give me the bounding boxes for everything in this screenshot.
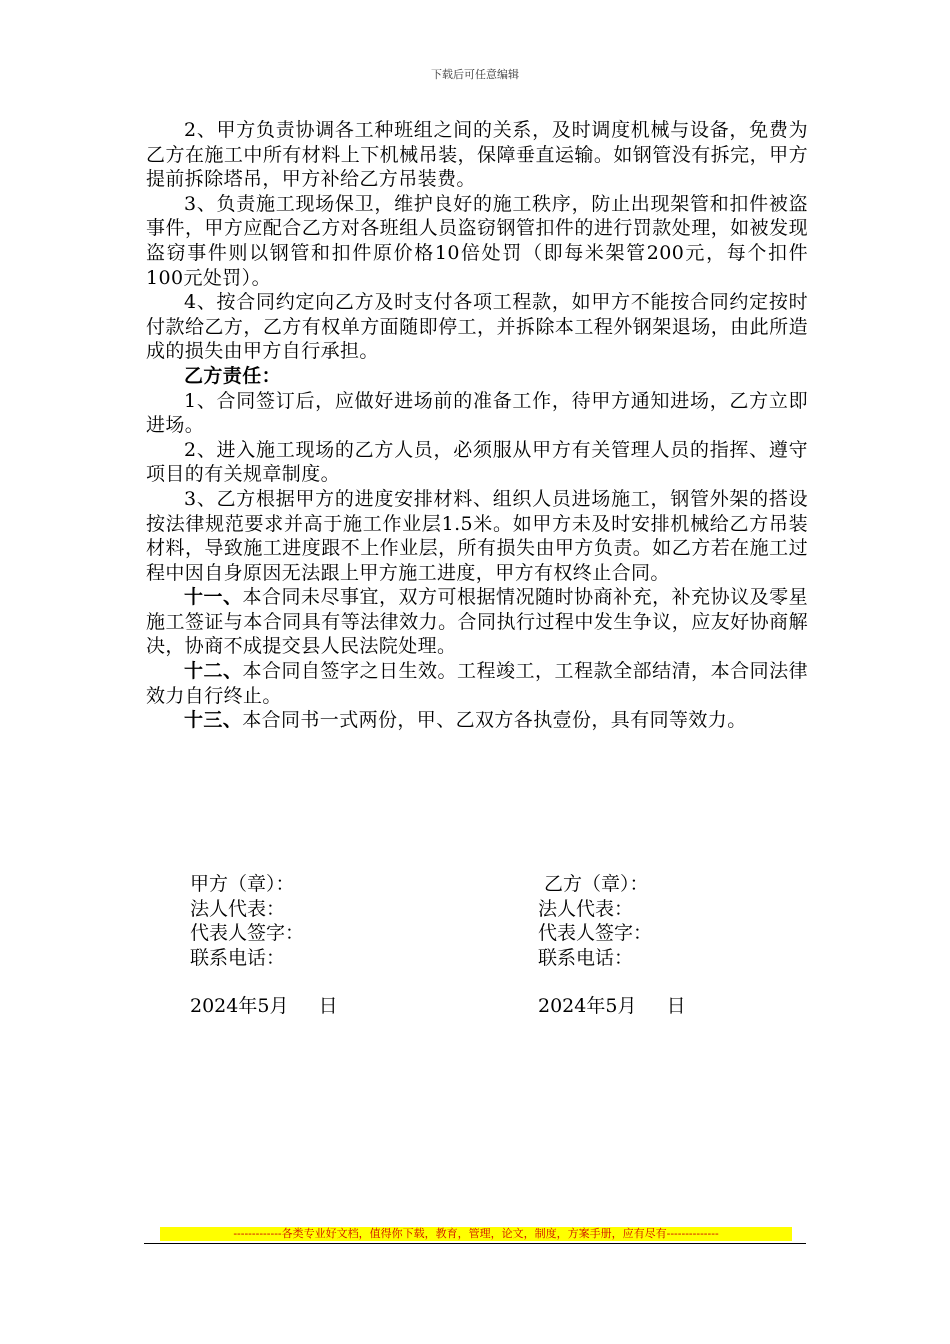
party-b-seal-label: 乙方（章）： [538, 873, 649, 895]
article-11-text: 本合同未尽事宜，双方可根据情况随时协商补充，补充协议及零星施工签证与本合同具有等法律效力。合同执行过程中发生争议，应友好协商解决，协商不成提交县人民法院处理。 [146, 586, 808, 658]
party-b-signature-block [538, 872, 686, 1019]
party-b-rep-sign-label: 代表人签字： [538, 922, 653, 945]
clause-party-a-2: 2、甲方负责协调各工种班组之间的关系，及时调度机械与设备，免费为乙方在施工中所有材料上下机械吊装，保障垂直运输。如钢管没有拆完，甲方提前拆除塔吊，甲方补给乙方吊装费。 [146, 119, 808, 191]
clause-party-b-1: 1、合同签订后，应做好进场前的准备工作，待甲方通知进场，乙方立即进场。 [146, 389, 808, 437]
article-13-number: 十三、 [184, 709, 243, 732]
footer-divider [144, 1243, 806, 1244]
party-b-legal-rep-label: 法人代表： [538, 897, 634, 920]
article-12-number: 十二、 [184, 660, 243, 683]
party-b-date: 2024年5月 日 [538, 995, 686, 1018]
article-12 [146, 659, 808, 708]
party-b-phone-label: 联系电话： [538, 946, 634, 969]
party-a-seal-label: 甲方（章）： [190, 873, 295, 895]
article-11-number: 十一、 [184, 586, 243, 609]
clause-party-b-3: 3、乙方根据甲方的进度安排材料、组织人员进场施工，钢管外架的搭设按法律规范要求并高于施工作业层1.5米。如甲方未及时安排机械给乙方吊装材料，导致施工进度跟不上作业层，所有损失由甲方负责。如乙方若在施工过程中因自身原因无法跟上甲方施工进度，甲方有权终止合同。 [146, 487, 808, 584]
article-13 [146, 708, 808, 733]
party-a-rep-sign-label: 代表人签字： [190, 922, 305, 945]
article-11 [146, 585, 808, 659]
article-12-text: 本合同自签字之日生效。工程竣工，工程款全部结清，本合同法律效力自行终止。 [146, 660, 808, 707]
article-13-text: 本合同书一式两份，甲、乙双方各执壹份，具有同等效力。 [242, 709, 747, 732]
party-a-phone-label: 联系电话： [190, 946, 286, 969]
party-a-date: 2024年5月 日 [190, 995, 338, 1018]
contract-body [146, 118, 808, 733]
clause-party-a-3: 3、负责施工现场保卫，维护良好的施工秩序，防止出现架管和扣件被盗事件，甲方应配合乙方对各班组人员盗窃钢管扣件的进行罚款处理，如被发现盗窃事件则以钢管和扣件原价格10倍处罚（即每米架管200元，每个扣件100元处罚）。 [146, 192, 808, 289]
party-b-responsibilities-heading: 乙方责任： [184, 364, 282, 387]
party-a-signature-block [190, 872, 338, 1019]
clause-party-b-2: 2、进入施工现场的乙方人员，必须服从甲方有关管理人员的指挥、遵守项目的有关规章制度。 [146, 438, 808, 486]
clause-party-a-4: 4、按合同约定向乙方及时支付各项工程款，如甲方不能按合同约定按时付款给乙方，乙方有权单方面随即停工，并拆除本工程外钢架退场，由此所造成的损失由甲方自行承担。 [146, 291, 808, 363]
page-header: 下载后可任意编辑 [431, 68, 519, 81]
footer-banner: -------------各类专业好文档，值得你下载，教育，管理，论文，制度，方案手册，应有尽有-------------- [160, 1227, 792, 1241]
party-a-legal-rep-label: 法人代表： [190, 897, 286, 920]
